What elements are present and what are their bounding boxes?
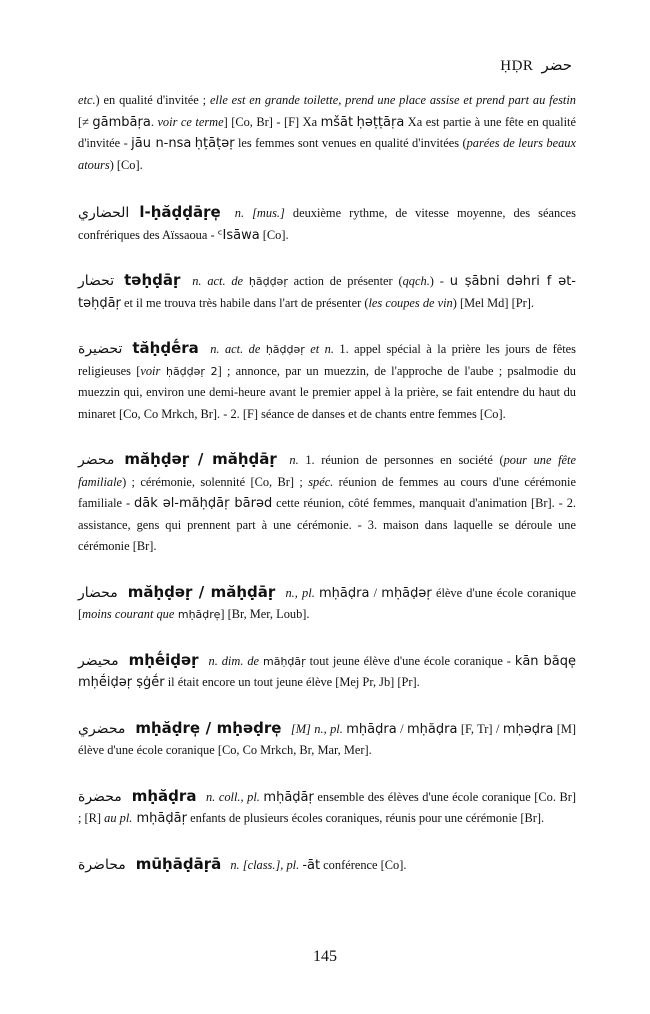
text: [M] élève d'une école coranique [Co, Co Mrkch, Br, Mar, Mer]. — [78, 721, 577, 757]
headword-arabic: محضار — [78, 584, 118, 601]
text: cette réunion, côté femmes, manquait d'animation [Br]. - — [272, 496, 563, 510]
headword-arabic: الحضاري — [78, 205, 130, 221]
text: action de présenter ( — [287, 274, 403, 288]
text: etc. — [78, 93, 96, 107]
text: ) ; cérémonie, solennité [Co, Br] ; — [122, 474, 309, 489]
text: n. dim. de — [204, 653, 263, 668]
text: n. coll., pl. — [202, 789, 264, 804]
transcription: mḥāḍra — [346, 721, 397, 737]
transcription: măḥḍāṛ — [262, 654, 306, 668]
headword: mḥăḍre̩ / mḥəḍre̩ — [135, 718, 282, 737]
headword: mūḥāḍāṛā — [135, 854, 222, 873]
entry-mhadra — [78, 786, 576, 830]
text: voir — [140, 363, 161, 378]
transcription: ḥəṭṭāṛa — [356, 114, 405, 130]
text: / — [396, 721, 407, 736]
text: pour une fête familiale — [78, 453, 576, 489]
entry-tahdera — [78, 338, 576, 425]
text: deuxième rythme, de vitesse moyenne, des séances confrériques des Aïssaoua - — [78, 206, 576, 242]
transcription: mḥāḍra — [319, 585, 370, 601]
headword-arabic: تحضيرة — [78, 341, 123, 357]
text: qqch. — [402, 274, 430, 288]
headword-arabic: محضر — [78, 452, 115, 468]
transcription: u ṣābni dəhri f ət-təḥḍāṛ — [78, 274, 576, 311]
transcription: ḥṭāṭəṛ — [194, 136, 235, 151]
text: / — [369, 585, 382, 600]
text: [Co]. — [259, 227, 289, 242]
text: réunion de femmes au cours d'une cérémonie familiale - — [78, 474, 576, 510]
text: spéc. — [308, 474, 334, 489]
text: appel spécial à la prière les jours de fêtes religieuses [ — [78, 342, 577, 378]
transcription: mḥəḍra — [502, 721, 554, 737]
text: 3. — [361, 517, 378, 532]
entry-mhadre — [78, 718, 576, 762]
transcription: kān băqe̩ mḥḗiḍəṛ ṣġḗr — [78, 653, 576, 690]
text: ] ; annonce, par un muezzin, de l'approche de l'aube ; psalmodie du muezzin qui, environ une demi-heure avant le premier appel à la prière, se fait entendre du haut du minaret [Co, Co Mrkch, Br]. - — [78, 363, 576, 421]
text: Xa est partie à une fête en qualité d'invitée - — [78, 114, 576, 150]
text: assistance, gens qui prennent part à une cérémonie. - — [78, 517, 362, 532]
text: n. — [282, 453, 299, 467]
text: les coupes de vin — [368, 295, 453, 310]
entry-mahdar-reunion — [78, 449, 576, 558]
text: . — [150, 114, 158, 129]
transcription: mḥāḍāṛ — [132, 811, 187, 826]
text: et il me trouva très habile dans l'art de présenter ( — [120, 295, 369, 310]
text: n. — [227, 857, 243, 872]
text: [F] séance de danses et de chants entre femmes [Co]. — [239, 406, 506, 421]
text: [mus.] — [252, 206, 285, 220]
transcription: mšāt — [320, 114, 354, 130]
text: tout jeune élève d'une école coranique - — [305, 653, 515, 668]
transcription: ḥăḍḍəṛ — [265, 343, 305, 356]
text: ] [Br, Mer, Loub]. — [220, 607, 310, 621]
headword-arabic: محاضرة — [78, 856, 126, 873]
running-head — [500, 56, 572, 75]
headword: tăḥḍḗra — [132, 339, 199, 357]
headword-arabic: محيضر — [78, 652, 119, 669]
text: conférence [Co]. — [320, 857, 407, 872]
headword-arabic: محضري — [78, 720, 126, 737]
transcription: dāk əl-măḥḍāṛ bārəd — [134, 496, 273, 511]
text: réunion de personnes en société ( — [314, 453, 504, 467]
headword: măḥḍəṛ / măḥḍāṛ — [124, 450, 277, 468]
text: élève d'une école coranique [ — [78, 585, 576, 621]
root-latin: ḤḌR — [500, 58, 534, 74]
text: n. act. de — [186, 274, 249, 288]
entry-mheidar — [78, 650, 576, 694]
text: ) [Co]. — [109, 157, 143, 172]
text: 1. — [333, 342, 349, 356]
transcription: gāmbāṛa — [92, 114, 151, 130]
text: n., pl. — [281, 585, 319, 600]
page-number: 145 — [313, 948, 337, 965]
text: ) en qualité d'invitée ; — [95, 93, 210, 107]
text: ensemble des élèves d'une école coranique [Co. Br] ; [R] — [78, 789, 576, 825]
transcription: mḥāḍəṛ — [381, 585, 432, 601]
text: au pl. — [104, 811, 133, 825]
headword-arabic: محضرة — [78, 788, 122, 805]
headword: təḥḍāṛ — [124, 271, 181, 289]
text: elle est en grande toilette, prend une place assise et prend part au festin — [209, 93, 576, 107]
text: parées de leurs beaux atours — [78, 136, 576, 172]
text: maison dans laquelle se déroule une cérémonie [Br]. — [78, 517, 576, 553]
headword-arabic: تحضار — [78, 273, 115, 289]
entry-l-haddare — [78, 202, 576, 246]
text: [F, Tr] / — [457, 721, 503, 736]
transcription: mḥăḍra — [406, 721, 458, 737]
text: [M] n., pl. — [287, 721, 347, 736]
transcription: ḥăḍḍəṛ 2 — [160, 364, 218, 378]
text: il était encore un tout jeune élève [Mej Pr, Jb] [Pr]. — [164, 675, 420, 689]
entries-column — [78, 90, 576, 900]
entry-mahdar-eleve — [78, 582, 576, 626]
root-arabic: حضر — [541, 56, 572, 74]
entry-tahdar — [78, 270, 576, 314]
text: et n. — [304, 342, 334, 356]
headword: mḥḗiḍəṛ — [128, 650, 199, 669]
transcription: ḥăḍḍəṛ — [248, 275, 288, 288]
entry-continuation — [78, 90, 576, 176]
headword: măḥḍəṛ / măḥḍāṛ — [127, 582, 276, 601]
text: 2. — [562, 496, 577, 510]
transcription: -āt — [302, 857, 321, 873]
text: n. — [226, 206, 253, 220]
text: les femmes sont venues en qualité d'invitées ( — [234, 136, 467, 150]
text: ) - — [429, 274, 450, 288]
text: moins courant que — [82, 607, 175, 621]
text: , pl. — [280, 857, 303, 872]
text: ) [Mel Md] [Pr]. — [452, 295, 534, 310]
text: 1. — [298, 453, 315, 467]
transcription: mḥāḍre̩ — [174, 608, 221, 621]
transcription: mḥāḍāṛ — [263, 789, 314, 805]
headword: mḥăḍra — [131, 786, 197, 805]
entry-muhadara — [78, 854, 576, 877]
headword: l-ḥăḍḍāṛe̩ — [139, 203, 221, 221]
text: [≠ — [78, 114, 93, 129]
text: enfants de plusieurs écoles coraniques, réunis pour une cérémonie [Br]. — [186, 811, 545, 825]
text: n. act. de — [204, 342, 266, 356]
text: 2. — [227, 406, 240, 421]
text: ] [Co, Br] - [F] Xa — [223, 114, 321, 129]
transcription: jāu n-nsa — [131, 136, 192, 151]
text: [class.] — [242, 857, 281, 872]
text: voir ce terme — [157, 114, 224, 129]
transcription: ᶜIsāwa — [217, 227, 260, 243]
